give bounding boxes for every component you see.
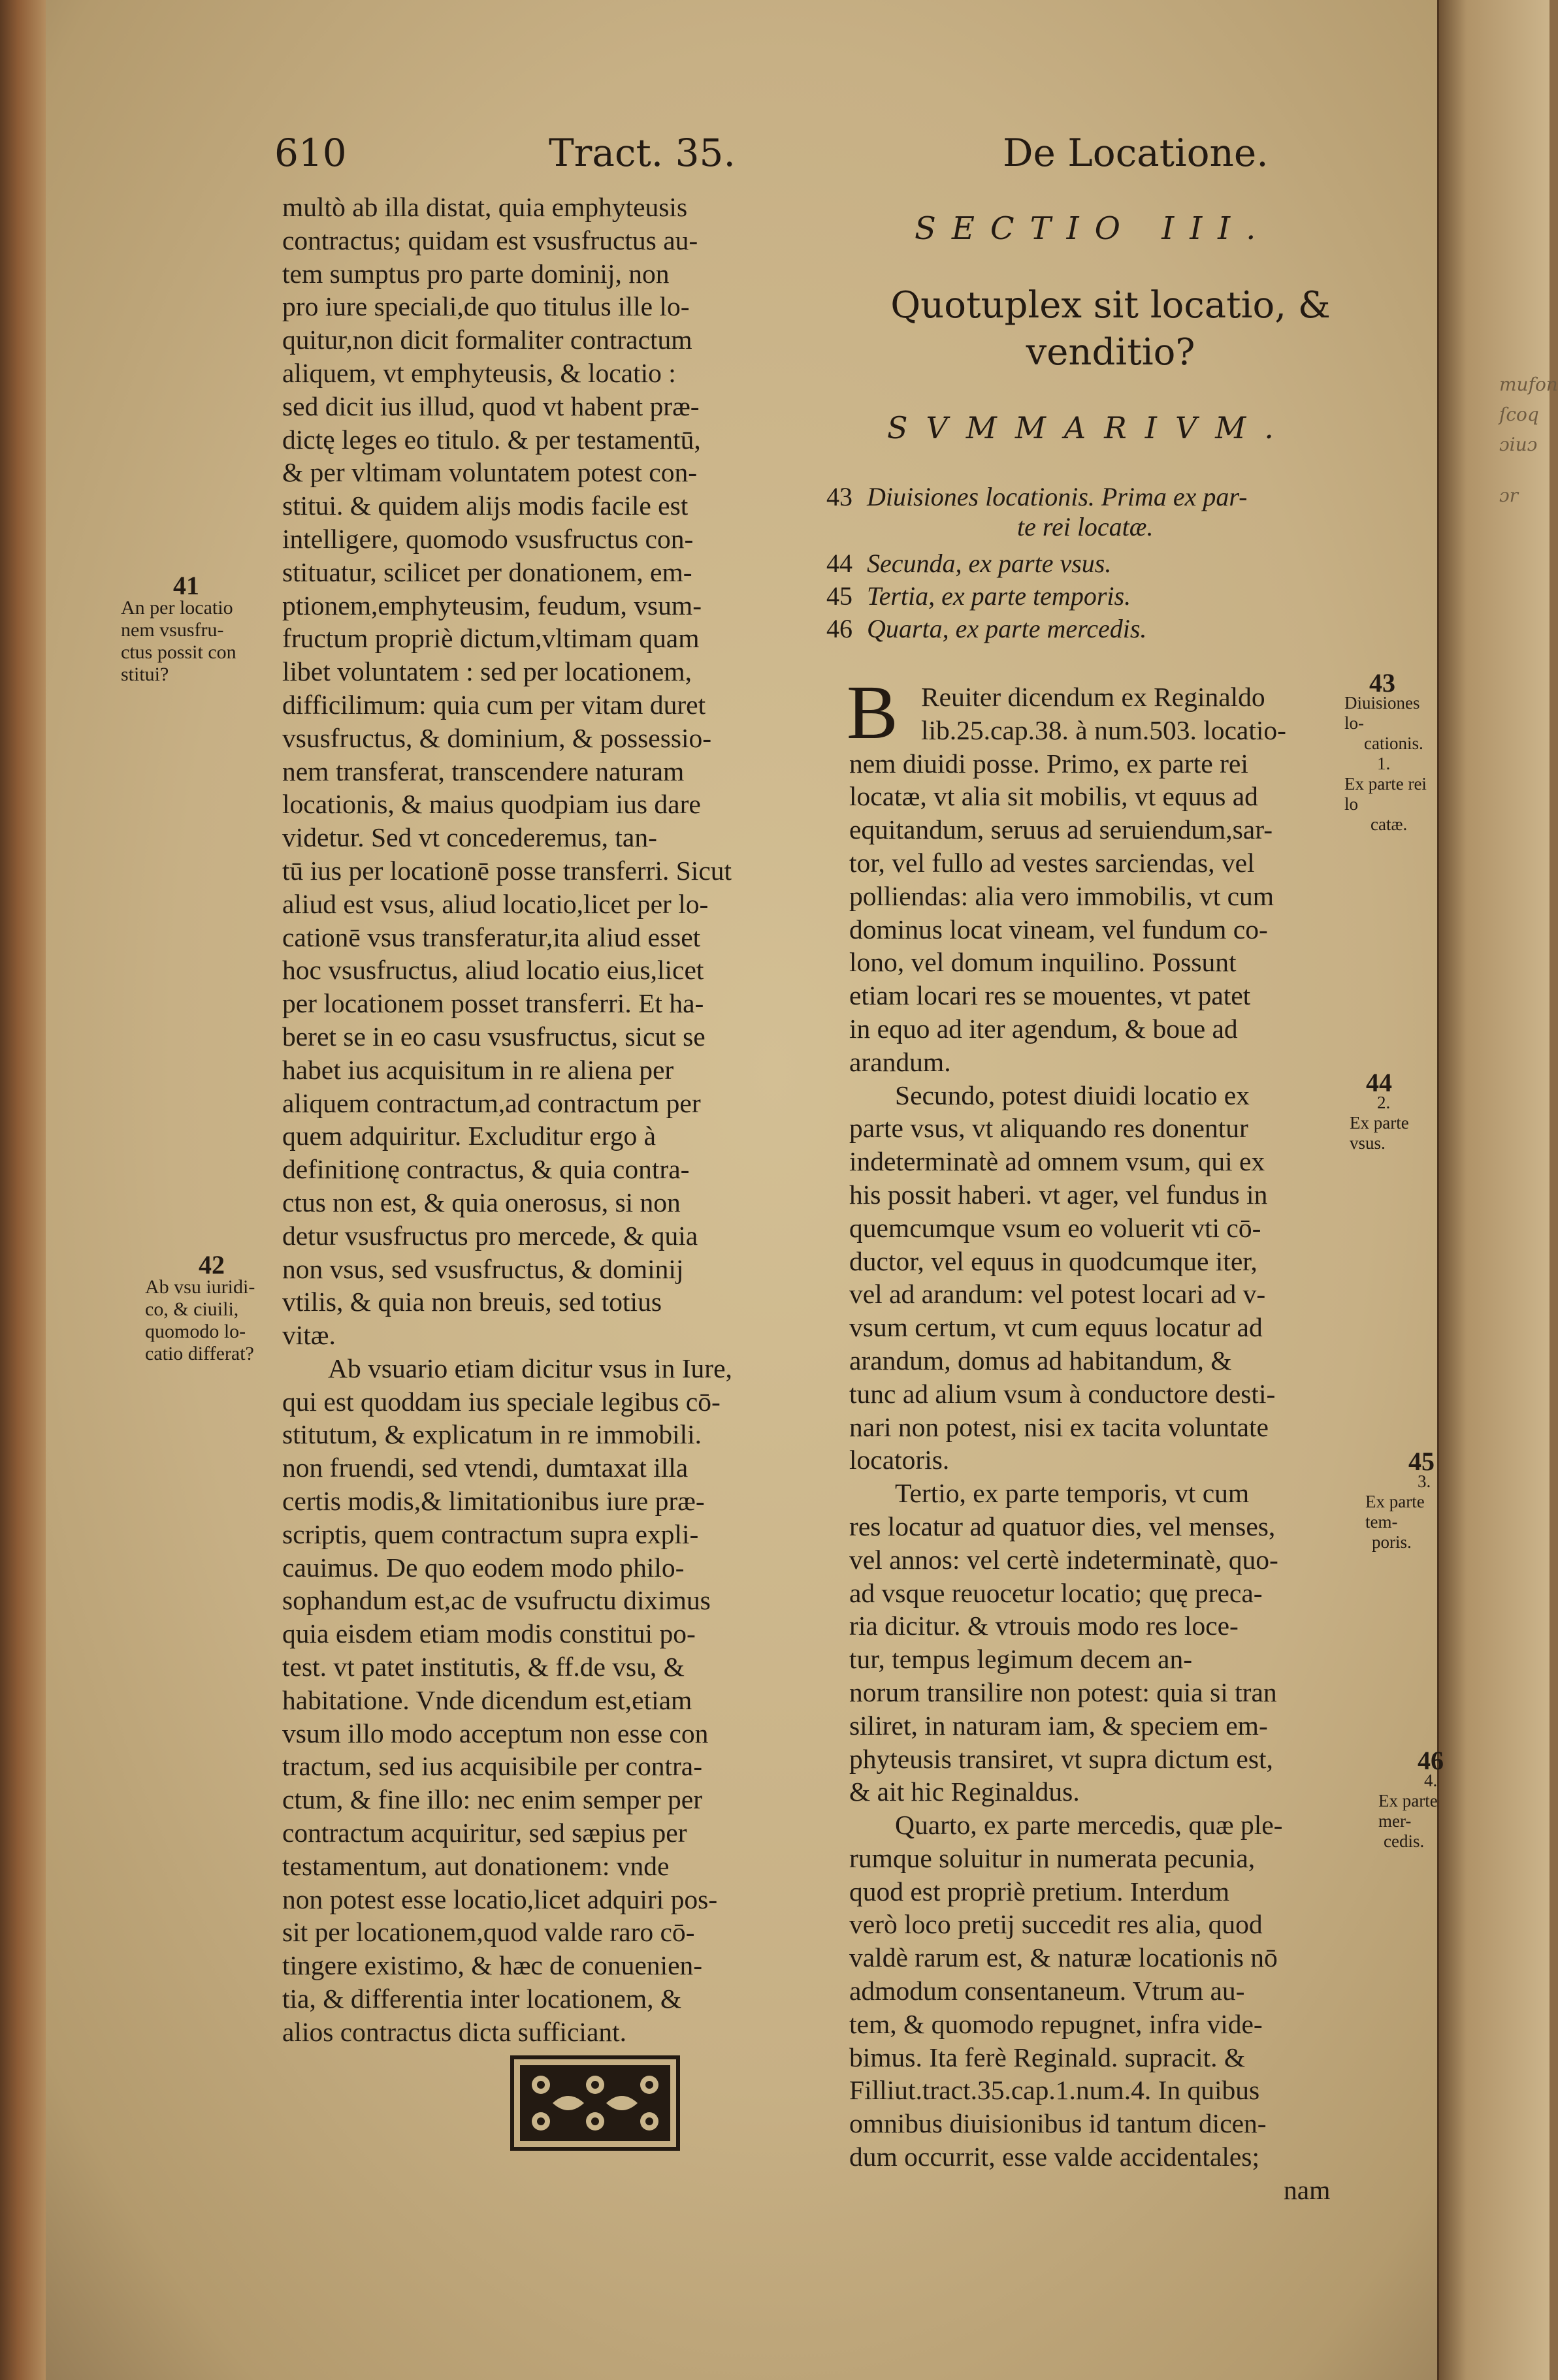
left-column-text — [282, 191, 834, 2049]
text-line: videtur. Sed vt concederemus, tan- — [282, 822, 657, 853]
text-line: Reuiter dicendum ex Reginaldo — [921, 682, 1265, 712]
summary-text: Quarta, ex parte mercedis. — [867, 614, 1147, 643]
text-line: tunc ad alium vsum à conductore desti- — [849, 1378, 1276, 1409]
text-line: valdè rarum est, & naturæ locationis nō — [849, 1942, 1278, 1973]
margin-note-line: catio differat? — [145, 1343, 254, 1364]
text-line: quitur,non dicit formaliter contractum — [282, 325, 692, 355]
summarium-heading: SVMMARIVM. — [887, 410, 1292, 445]
margin-note-line: Ex parte mer- — [1378, 1791, 1438, 1831]
text-line: lib.25.cap.38. à num.503. locatio- — [921, 715, 1286, 745]
text-line: stitui. & quidem alijs modis facile est — [282, 490, 689, 521]
text-line: cauimus. De quo eodem modo philo- — [282, 1552, 685, 1583]
text-line: sed dicit ius illud, quod vt habent præ- — [282, 391, 700, 421]
text-line: parte vsus, vt aliquando res donentur — [849, 1113, 1248, 1144]
facing-page-edge — [1437, 0, 1558, 2380]
text-line: in equo ad iter agendum, & boue ad — [849, 1013, 1238, 1044]
text-line: contractus; quidam est vsusfructus au- — [282, 225, 698, 255]
text-line: phyteusis transiret, vt supra dictum est, — [849, 1743, 1273, 1774]
summary-number: 44 — [826, 549, 852, 578]
text-line: aliquem contractum,ad contractum per — [282, 1087, 701, 1118]
bleed-line: mufon — [1499, 374, 1558, 395]
margin-note-42 — [145, 1250, 295, 1365]
summary-text: Tertia, ex parte temporis. — [867, 581, 1131, 611]
text-line: ad vsque reuocetur locatio; quę preca- — [849, 1577, 1263, 1608]
margin-note-line: cedis. — [1384, 1831, 1425, 1851]
summary-item — [826, 482, 1247, 542]
text-line: Secundo, potest diuidi locatio ex — [895, 1080, 1250, 1110]
margin-note-line: Ex parte rei lo — [1344, 774, 1427, 814]
margin-note-line: co, & ciuili, — [145, 1298, 239, 1320]
margin-note-line: An per locatio — [121, 597, 233, 619]
bleed-line: ſcoq — [1499, 404, 1539, 425]
summary-item — [826, 549, 1111, 579]
text-line: scriptis, quem contractum supra expli- — [282, 1519, 699, 1549]
margin-note-line: catæ. — [1371, 814, 1408, 834]
running-head-title: De Locatione. — [1003, 131, 1269, 175]
text-line: dictę leges eo titulo. & per testamentū, — [282, 424, 701, 455]
margin-note-line: 4. — [1424, 1771, 1438, 1790]
text-line: indeterminatè ad omnem vsum, qui ex — [849, 1146, 1265, 1177]
summary-number: 43 — [826, 482, 852, 511]
text-line: admodum consentaneum. Vtrum au- — [849, 1976, 1245, 2006]
text-line: contractum acquiritur, sed sæpius per — [282, 1818, 687, 1848]
text-line: locationis, & maius quodpiam ius dare — [282, 789, 701, 820]
margin-note-line: Diuisiones lo- — [1344, 693, 1420, 733]
margin-note-number: 42 — [199, 1250, 225, 1279]
page-number: 610 — [274, 131, 347, 175]
text-line: vitæ. — [282, 1320, 336, 1351]
text-line: habitatione. Vnde dicendum est,etiam — [282, 1684, 692, 1715]
margin-note-number: 46 — [1418, 1746, 1444, 1775]
margin-note-41 — [121, 571, 278, 686]
margin-note-line: ctus possit con — [121, 641, 236, 663]
text-line: hoc vsusfructus, aliud locatio eius,licet — [282, 955, 704, 986]
text-line: omnibus diuisionibus id tantum dicen- — [849, 2108, 1267, 2139]
text-line: non vsus, sed vsusfructus, & dominij — [282, 1253, 684, 1284]
text-line: tem sumptus pro parte dominij, non — [282, 258, 670, 289]
text-line: Quarto, ex parte mercedis, quæ ple- — [895, 1810, 1283, 1841]
text-line: qui est quoddam ius speciale legibus cō- — [282, 1386, 721, 1417]
margin-note-line: 2. — [1377, 1093, 1391, 1112]
text-line: locatoris. — [849, 1445, 950, 1475]
text-line: Ab vsuario etiam dicitur vsus in Iure, — [328, 1353, 732, 1383]
margin-note-line: Ex parte vsus. — [1350, 1113, 1409, 1153]
text-line: ptionem,emphyteusim, feudum, vsum- — [282, 590, 702, 620]
printers-ornament-icon — [510, 2055, 681, 2151]
text-line: quod est propriè pretium. Interdum — [849, 1876, 1230, 1906]
text-line: sit per locationem,quod valde raro cō- — [282, 1917, 695, 1948]
text-line: vtilis, & quia non breuis, sed totius — [282, 1287, 662, 1317]
text-line: detur vsusfructus pro mercede, & quia — [282, 1220, 698, 1251]
text-line: beret se in eo casu vsusfructus, sicut se — [282, 1021, 706, 1052]
text-line: polliendas: alia vero immobilis, vt cum — [849, 880, 1274, 911]
text-line: aliquem, vt emphyteusis, & locatio : — [282, 357, 676, 388]
text-line: quem adquiritur. Excluditur ergo à — [282, 1121, 657, 1151]
text-line: per locationem posset transferri. Et ha- — [282, 988, 704, 1019]
text-line: equitandum, seruus ad seruiendum,sar- — [849, 814, 1273, 845]
question-line: Quotuplex sit locatio, & — [890, 284, 1331, 327]
text-line: pro iure speciali,de quo titulus ille lo- — [282, 291, 690, 322]
margin-note-line: quomodo lo- — [145, 1321, 246, 1342]
text-line: fructum propriè dictum,vltimam quam — [282, 623, 700, 654]
text-line: certis modis,& limitationibus iure præ- — [282, 1486, 705, 1517]
text-line: test. vt patet institutis, & ff.de vsu, & — [282, 1652, 685, 1682]
text-line: multò ab illa distat, quia emphyteusis — [282, 192, 688, 222]
text-line: rumque soluitur in numerata pecunia, — [849, 1842, 1256, 1873]
drop-cap: B — [847, 669, 898, 755]
margin-note-number: 45 — [1408, 1447, 1435, 1476]
text-line: tor, vel fullo ad vestes sarciendas, vel — [849, 847, 1255, 878]
running-head-tract: Tract. 35. — [549, 131, 736, 175]
text-line: non potest esse locatio,licet adquiri pos- — [282, 1884, 718, 1914]
text-line: stitutum, & explicatum in re immobili. — [282, 1419, 702, 1450]
margin-note-line: cationis. — [1364, 733, 1423, 753]
question-title — [862, 282, 1359, 376]
text-line: difficilimum: quia cum per vitam duret — [282, 689, 706, 720]
text-line: tractum, sed ius acquisibile per contra- — [282, 1751, 703, 1782]
text-line: locatæ, vt alia sit mobilis, vt equus ad — [849, 781, 1258, 812]
text-line: ctum, & fine illo: nec enim semper per — [282, 1784, 703, 1815]
section-heading: SECTIO III. — [915, 210, 1272, 247]
text-line: norum transilire non potest: quia si tran — [849, 1677, 1277, 1707]
text-line: vsum illo modo acceptum non esse con — [282, 1718, 709, 1748]
margin-note-line: Ab vsu iuridi- — [145, 1276, 255, 1298]
text-line: tur, tempus legimum decem an- — [849, 1644, 1193, 1675]
text-line: cationē vsus transferatur,ita aliud esset — [282, 922, 701, 952]
text-line: vsusfructus, & dominium, & possessio- — [282, 722, 712, 753]
text-line: tū ius per locationē posse transferri. Sicut — [282, 855, 732, 886]
summary-item — [826, 614, 1146, 644]
margin-note-line: nem vsusfru- — [121, 619, 224, 641]
margin-note-number: 44 — [1366, 1068, 1392, 1097]
text-line: aliud est vsus, aliud locatio,licet per lo- — [282, 888, 709, 919]
summary-continuation: te rei locatæ. — [1017, 512, 1154, 541]
margin-note-number: 43 — [1369, 668, 1395, 698]
text-line: quia eisdem etiam modis constitui po- — [282, 1618, 696, 1649]
text-line: Tertio, ex parte temporis, vt cum — [895, 1478, 1250, 1509]
text-line: & ait hic Reginaldus. — [849, 1777, 1080, 1807]
question-line: venditio? — [1026, 331, 1195, 374]
text-line: siliret, in naturam iam, & speciem em- — [849, 1710, 1268, 1741]
text-line: sophandum est,ac de vsufructu diximus — [282, 1585, 711, 1616]
text-line: lono, vel domum inquilino. Possunt — [849, 947, 1237, 978]
margin-note-line: Ex parte tem- — [1365, 1492, 1425, 1532]
text-line: testamentum, aut donationem: vnde — [282, 1850, 670, 1881]
margin-note-number: 41 — [173, 571, 199, 600]
text-line: & per vltimam voluntatem potest con- — [282, 457, 698, 488]
text-line: non fruendi, sed vtendi, dumtaxat illa — [282, 1453, 689, 1483]
text-line: his possit haberi. vt ager, vel fundus in — [849, 1179, 1268, 1210]
text-line: ria dicitur. & vtrouis modo res loce- — [849, 1611, 1239, 1641]
book-left-edge — [0, 0, 46, 2380]
text-line: alios contractus dicta sufficiant. — [282, 2016, 627, 2047]
text-line: etiam locari res se mouentes, vt patet — [849, 980, 1251, 1011]
margin-note-line: 3. — [1418, 1471, 1431, 1491]
bleed-line: ɔiuɔ — [1499, 434, 1538, 455]
text-line: dominus locat vineam, vel fundum co- — [849, 914, 1268, 944]
catchword: nam — [1284, 2174, 1331, 2205]
summary-text: Secunda, ex parte vsus. — [867, 549, 1112, 578]
margin-note-45 — [1365, 1447, 1442, 1552]
text-line: arandum, domus ad habitandum, & — [849, 1345, 1232, 1375]
margin-note-line: 1. — [1377, 754, 1391, 773]
margin-note-46 — [1378, 1746, 1444, 1852]
text-line: vel annos: vel certè indeterminatè, quo- — [849, 1544, 1278, 1575]
text-line: verò loco pretij succedit res alia, quod — [849, 1909, 1263, 1940]
text-line: quemcumque vsum eo voluerit vti cō- — [849, 1212, 1261, 1243]
text-line: dum occurrit, esse valde accidentales; — [849, 2142, 1259, 2172]
text-line: habet ius acquisitum in re aliena per — [282, 1054, 674, 1085]
text-line: vel ad arandum: vel potest locari ad v- — [849, 1279, 1266, 1310]
margin-note-43 — [1344, 668, 1441, 835]
text-line: ductor, vel equus in quodcumque iter, — [849, 1246, 1258, 1276]
right-column-text — [849, 681, 1346, 2207]
text-line: libet voluntatem : sed per locationem, — [282, 656, 692, 687]
text-line: nari non potest, nisi ex tacita voluntate — [849, 1411, 1269, 1442]
summary-number: 45 — [826, 581, 852, 611]
text-line: arandum. — [849, 1046, 951, 1077]
text-line: intelligere, quomodo vsusfructus con- — [282, 523, 694, 554]
text-line: nem diuidi posse. Primo, ex parte rei — [849, 748, 1248, 779]
text-line: definitionę contractus, & quia contra- — [282, 1154, 690, 1185]
text-line: vsum certum, vt cum equus locatur ad — [849, 1312, 1263, 1343]
text-line: tia, & differentia inter locationem, & — [282, 1984, 682, 2014]
margin-note-line: stitui? — [121, 664, 169, 685]
text-line: nem transferat, transcendere naturam — [282, 756, 685, 786]
summary-item — [826, 581, 1131, 611]
text-line: Filliut.tract.35.cap.1.num.4. In quibus — [849, 2075, 1260, 2106]
text-line: tem, & quomodo repugnet, infra vide- — [849, 2008, 1263, 2039]
text-line: stituatur, scilicet per donationem, em- — [282, 556, 692, 587]
bleed-line: ɔr — [1499, 485, 1519, 506]
text-line: bimus. Ita ferè Reginald. supracit. & — [849, 2042, 1246, 2072]
summary-number: 46 — [826, 614, 852, 643]
margin-note-line: poris. — [1372, 1532, 1412, 1552]
text-line: ctus non est, & quia onerosus, si non — [282, 1187, 681, 1217]
text-line: res locatur ad quatuor dies, vel menses, — [849, 1511, 1276, 1541]
summary-text: Diuisiones locationis. Prima ex par- — [867, 482, 1248, 511]
text-line: tingere existimo, & hæc de conuenien- — [282, 1950, 703, 1981]
margin-note-44 — [1350, 1068, 1442, 1153]
